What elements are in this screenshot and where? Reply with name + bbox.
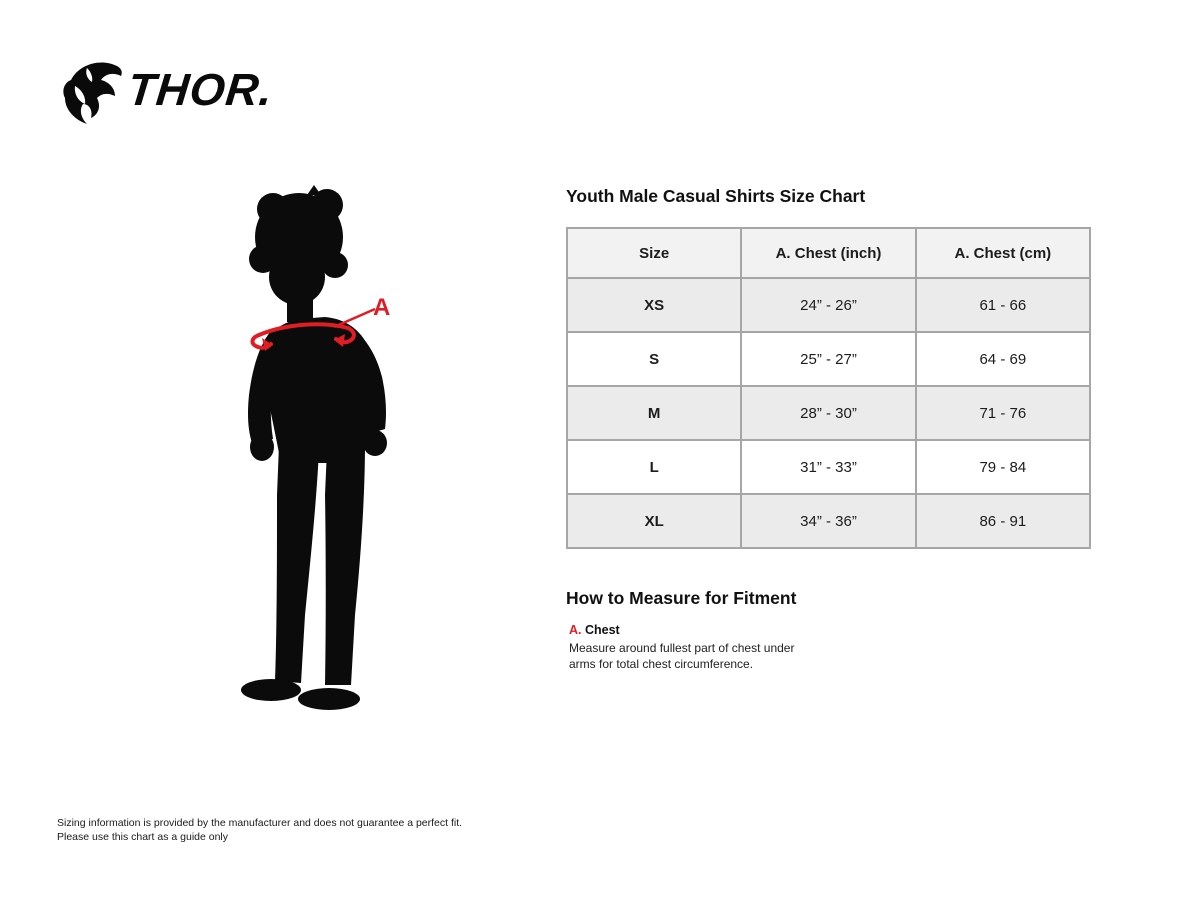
fitment-figure	[235, 185, 405, 715]
measure-item-name: Chest	[584, 623, 620, 637]
size-chart-table	[566, 227, 1091, 549]
table-row	[567, 278, 1090, 332]
measure-guide-item	[569, 623, 819, 672]
table-row	[567, 494, 1090, 548]
thor-goat-logo-icon	[56, 56, 124, 124]
cell-size: M	[567, 386, 741, 440]
cell-chest-cm: 79 - 84	[916, 440, 1090, 494]
cell-size: XS	[567, 278, 741, 332]
column-header-chest-cm: A. Chest (cm)	[916, 228, 1090, 278]
child-silhouette-body	[241, 185, 387, 710]
table-row	[567, 332, 1090, 386]
cell-chest-inch: 25” - 27”	[741, 332, 915, 386]
cell-chest-cm: 64 - 69	[916, 332, 1090, 386]
sizing-disclaimer	[57, 817, 462, 844]
chest-label-a: A	[373, 294, 391, 321]
cell-chest-cm: 86 - 91	[916, 494, 1090, 548]
table-header-row	[567, 228, 1090, 278]
size-chart-title: Youth Male Casual Shirts Size Chart	[566, 186, 866, 206]
measure-item-title	[569, 623, 819, 637]
cell-chest-inch: 31” - 33”	[741, 440, 915, 494]
cell-chest-inch: 28” - 30”	[741, 386, 915, 440]
cell-chest-inch: 34” - 36”	[741, 494, 915, 548]
brand-logo-text: THOR.	[125, 64, 276, 115]
child-silhouette-image	[235, 185, 405, 715]
chest-label-pointer-line	[334, 309, 375, 327]
cell-size: S	[567, 332, 741, 386]
cell-size: L	[567, 440, 741, 494]
brand-logo	[56, 56, 276, 124]
measure-item-key: A.	[569, 623, 582, 637]
cell-size: XL	[567, 494, 741, 548]
cell-chest-cm: 61 - 66	[916, 278, 1090, 332]
cell-chest-inch: 24” - 26”	[741, 278, 915, 332]
measure-guide-heading: How to Measure for Fitment	[566, 588, 797, 608]
table-row	[567, 440, 1090, 494]
measure-item-description: Measure around fullest part of chest under arms for total chest circumference.	[569, 641, 795, 671]
disclaimer-line-1: Sizing information is provided by the manufacturer and does not guarantee a perfect fit.	[57, 817, 463, 829]
table-row	[567, 386, 1090, 440]
disclaimer-line-2: Please use this chart as a guide only	[57, 830, 229, 843]
column-header-size: Size	[567, 228, 741, 278]
column-header-chest-inch: A. Chest (inch)	[741, 228, 915, 278]
cell-chest-cm: 71 - 76	[916, 386, 1090, 440]
